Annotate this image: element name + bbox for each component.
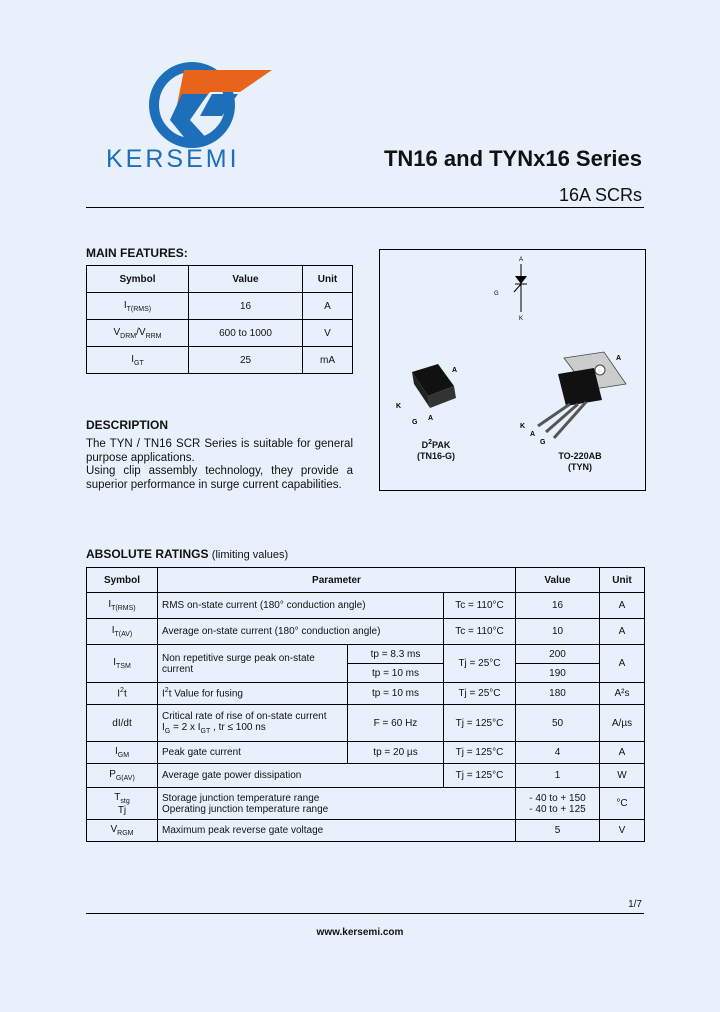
description-heading: DESCRIPTION bbox=[86, 418, 169, 432]
svg-text:K: K bbox=[519, 316, 524, 322]
svg-text:A: A bbox=[428, 415, 434, 422]
table-row: $I^2t$ $I^2t$ Value for fusing tp = 10 ms Tj = 25°C 180 A²s bbox=[87, 683, 645, 705]
table-row: $I_{TSM}$ Non repetitive surge peak on-state current tp = 8.3 ms Tj = 25°C 200 A bbox=[87, 645, 645, 664]
table-row: $P_{G(AV)}$ Average gate power dissipation Tj = 125°C 1 W bbox=[87, 764, 645, 788]
to220-label: TO-220AB (TYN) bbox=[558, 451, 602, 472]
page-title: TN16 and TYNx16 Series bbox=[383, 146, 642, 171]
main-features-table bbox=[86, 265, 353, 374]
page-subtitle: 16A SCRs bbox=[558, 185, 642, 205]
svg-text:K: K bbox=[396, 403, 402, 410]
unit-cell: V bbox=[303, 320, 353, 347]
col-value: Value bbox=[516, 568, 600, 593]
d2pak-label: $D^2PAK$ (TN16-G) bbox=[417, 439, 455, 461]
col-unit: Unit bbox=[303, 266, 353, 293]
svg-text:G: G bbox=[412, 419, 418, 426]
table-row bbox=[87, 293, 353, 320]
brand-name: KERSEMI bbox=[106, 145, 240, 173]
absolute-ratings-table bbox=[86, 567, 645, 842]
col-parameter: Parameter bbox=[158, 568, 516, 593]
table-row bbox=[87, 347, 353, 374]
svg-text:A: A bbox=[616, 355, 622, 362]
header-divider bbox=[86, 207, 644, 208]
value-cell: 25 bbox=[189, 347, 303, 374]
value-cell: 600 to 1000 bbox=[189, 320, 303, 347]
symbol-cell: $V_{DRM}/V_{RRM}$ bbox=[87, 320, 189, 347]
value-cell: 16 bbox=[189, 293, 303, 320]
table-row: $I_{T(AV)}$ Average on-state current (180° conduction angle) Tc = 110°C 10 A bbox=[87, 619, 645, 645]
svg-text:A: A bbox=[519, 257, 524, 263]
col-value: Value bbox=[189, 266, 303, 293]
table-row bbox=[87, 320, 353, 347]
symbol-cell: $I_{GT}$ bbox=[87, 347, 189, 374]
unit-cell: mA bbox=[303, 347, 353, 374]
absolute-ratings-heading: ABSOLUTE RATINGS (limiting values) bbox=[86, 547, 289, 561]
kersemi-logo bbox=[148, 62, 272, 148]
svg-text:G: G bbox=[540, 439, 546, 446]
svg-text:K: K bbox=[520, 423, 526, 430]
page-number: 1/7 bbox=[628, 899, 642, 910]
d2pak-package-icon bbox=[394, 358, 474, 438]
table-row: dI/dt Critical rate of rise of on-state current $I_G = 2$ x $I_{GT}$ , tr ≤ 100 ns F = 60 Hz Tj = 125°C 50 A/µs bbox=[87, 705, 645, 742]
svg-text:G: G bbox=[494, 291, 499, 297]
col-symbol: Symbol bbox=[87, 266, 189, 293]
scr-symbol-icon bbox=[490, 252, 540, 322]
svg-text:A: A bbox=[452, 367, 458, 374]
table-row: tp = 10 ms 190 bbox=[87, 664, 645, 683]
table-row: $V_{RGM}$ Maximum peak reverse gate voltage 5 V bbox=[87, 820, 645, 842]
package-box bbox=[379, 249, 646, 491]
main-features-heading: MAIN FEATURES: bbox=[86, 246, 188, 260]
footer-divider bbox=[86, 913, 644, 914]
table-row: $I_{GM}$ Peak gate current tp = 20 µs Tj = 125°C 4 A bbox=[87, 742, 645, 764]
to220-package-icon bbox=[518, 348, 638, 448]
svg-text:A: A bbox=[530, 431, 536, 438]
col-symbol: Symbol bbox=[87, 568, 158, 593]
description-text: The TYN / TN16 SCR Series is suitable for general purpose applications. Using clip assembly technology, they provide a superior performance in surge current capabilities. bbox=[86, 438, 353, 491]
unit-cell: A bbox=[303, 293, 353, 320]
symbol-cell: $I_{T(RMS)}$ bbox=[87, 293, 189, 320]
col-unit: Unit bbox=[600, 568, 645, 593]
footer-link[interactable]: www.kersemi.com bbox=[316, 927, 404, 938]
table-row: $I_{T(RMS)}$ RMS on-state current (180° conduction angle) Tc = 110°C 16 A bbox=[87, 593, 645, 619]
table-row: $T_{stg}$ Tj Storage junction temperature range Operating junction temperature range - 40 to + 150 - 40 to + 125 °C bbox=[87, 788, 645, 820]
